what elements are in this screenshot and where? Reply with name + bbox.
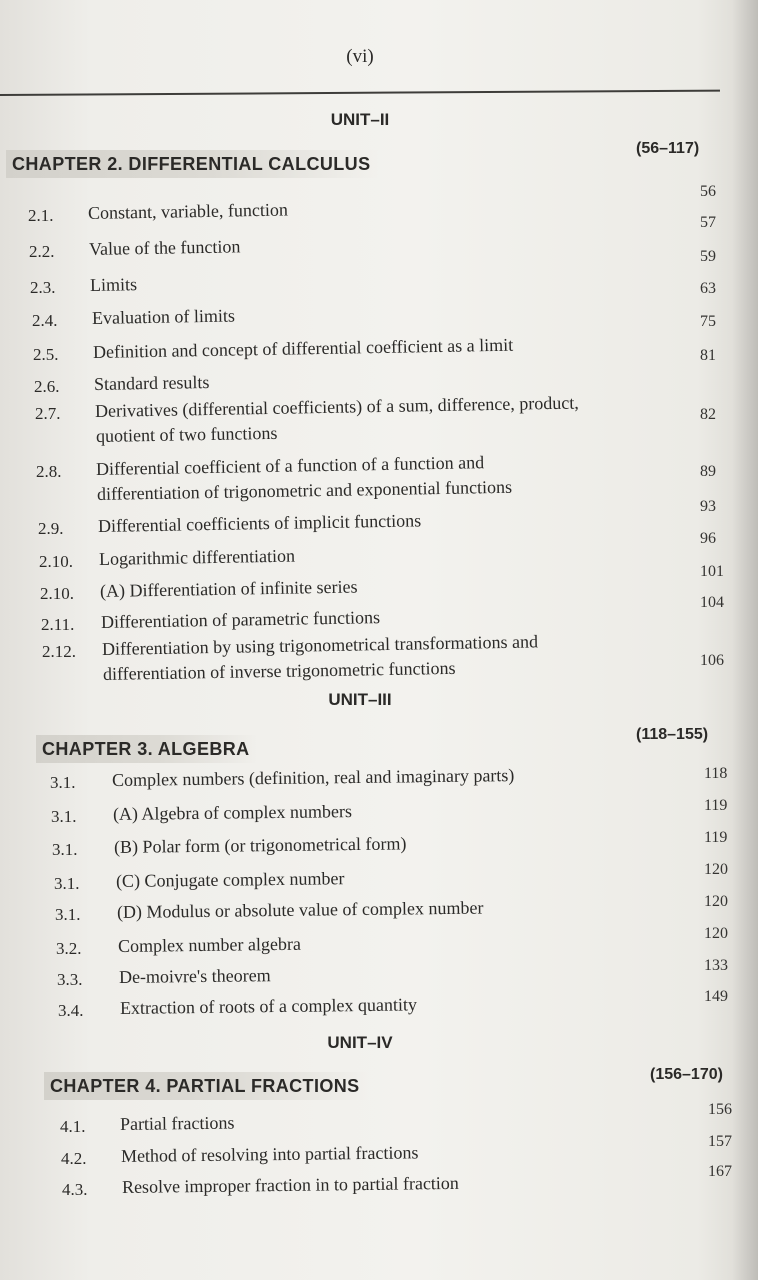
entry-page-number: 57 <box>700 214 716 231</box>
entry-title: (A) Algebra of complex numbers <box>112 801 353 824</box>
entry-page-number: 63 <box>700 280 716 297</box>
entry-page-number: 149 <box>704 988 728 1005</box>
entry-page-number: 167 <box>708 1163 732 1180</box>
entry-page-number: 89 <box>700 463 716 480</box>
entry-page-number: 75 <box>700 313 716 330</box>
entry-page-number: 59 <box>700 248 716 265</box>
entry-title: Limits <box>89 274 138 295</box>
entry-number: 4.1. <box>60 1117 86 1136</box>
entry-title: Differential coefficient of a function of a function and <box>95 452 485 479</box>
entry-page-number: 104 <box>700 594 724 611</box>
chapter-page-range: (118–155) <box>636 726 709 743</box>
entry-title: De-moivre's theorem <box>118 965 271 987</box>
entry-title: Standard results <box>93 371 210 394</box>
entry-title: Method of resolving into partial fractions <box>120 1142 419 1166</box>
entry-page-number: 101 <box>700 563 724 580</box>
page-edge-shadow <box>732 0 758 1280</box>
entry-title: Derivatives (differential coefficients) of a sum, difference, product, <box>94 392 579 421</box>
entry-title: (A) Differentiation of infinite series <box>99 576 358 601</box>
entry-number: 3.3. <box>57 970 83 989</box>
entry-number: 2.11. <box>41 615 75 634</box>
entry-title: (D) Modulus or absolute value of complex number <box>116 897 484 922</box>
entry-page-number: 120 <box>704 925 728 942</box>
entry-title-continued: quotient of two functions <box>95 422 278 446</box>
entry-page-number: 133 <box>704 957 728 974</box>
entry-page-number: 119 <box>704 829 728 846</box>
chapter-heading: CHAPTER 3. ALGEBRA <box>36 735 258 763</box>
entry-title-continued: differentiation of trigonometric and exponential functions <box>96 476 513 504</box>
unit-heading: UNIT–II <box>330 110 390 129</box>
entry-page-number: 81 <box>700 347 716 364</box>
unit-heading: UNIT–IV <box>327 1033 393 1052</box>
entry-page-number: 93 <box>700 498 716 515</box>
entry-number: 2.7. <box>35 404 61 423</box>
entry-number: 2.3. <box>30 278 56 297</box>
entry-title: Complex numbers (definition, real and imaginary parts) <box>111 765 515 790</box>
chapter-heading: CHAPTER 2. DIFFERENTIAL CALCULUS <box>6 150 378 178</box>
entry-number: 3.2. <box>56 939 82 958</box>
entry-title: Evaluation of limits <box>91 305 236 328</box>
header-rule <box>0 90 720 96</box>
entry-title: Definition and concept of differential coefficient as a limit <box>92 334 514 362</box>
entry-page-number: 156 <box>708 1101 732 1118</box>
entry-number: 2.12. <box>42 642 76 661</box>
entry-title: (B) Polar form (or trigonometrical form) <box>113 833 407 857</box>
entry-number: 4.3. <box>62 1180 88 1199</box>
entry-number: 2.6. <box>34 377 60 396</box>
page-number: (vi) <box>346 46 374 67</box>
entry-title: Complex number algebra <box>117 933 302 956</box>
entry-page-number: 120 <box>704 893 728 910</box>
entry-number: 3.1. <box>52 840 78 859</box>
entry-number: 3.1. <box>54 874 80 893</box>
entry-title: Differential coefficients of implicit functions <box>97 510 422 536</box>
entry-page-number: 96 <box>700 530 716 547</box>
entry-number: 2.10. <box>39 552 73 571</box>
entry-title: Resolve improper fraction in to partial fraction <box>121 1172 459 1197</box>
entry-number: 2.2. <box>29 242 55 261</box>
entry-page-number: 120 <box>704 861 728 878</box>
entry-title: Extraction of roots of a complex quantity <box>119 994 418 1018</box>
entry-page-number: 82 <box>700 406 716 423</box>
entry-title: Partial fractions <box>119 1112 235 1134</box>
entry-number: 3.1. <box>51 807 77 826</box>
entry-number: 2.9. <box>38 519 64 538</box>
unit-heading: UNIT–III <box>328 690 392 709</box>
entry-number: 2.8. <box>36 462 62 481</box>
entry-number: 2.5. <box>33 345 59 364</box>
entry-number: 3.1. <box>50 773 76 792</box>
entry-page-number: 118 <box>704 765 728 782</box>
entry-title: Constant, variable, function <box>87 199 289 223</box>
chapter-page-range: (56–117) <box>636 140 700 157</box>
entry-title-continued: differentiation of inverse trigonometric functions <box>102 657 456 684</box>
entry-number: 3.1. <box>55 905 81 924</box>
entry-title: Value of the function <box>88 236 241 259</box>
chapter-heading: CHAPTER 4. PARTIAL FRACTIONS <box>44 1072 368 1100</box>
entry-number: 2.4. <box>32 311 58 330</box>
entry-title: Differentiation of parametric functions <box>100 607 381 632</box>
entry-title: Logarithmic differentiation <box>98 545 296 569</box>
entry-page-number: 119 <box>704 797 728 814</box>
entry-number: 4.2. <box>61 1149 87 1168</box>
entry-title: Differentiation by using trigonometrical transformations and <box>101 631 539 659</box>
chapter-page-range: (156–170) <box>650 1066 723 1083</box>
entry-number: 3.4. <box>58 1001 84 1020</box>
entry-page-number: 56 <box>700 183 716 200</box>
entry-number: 2.1. <box>28 206 54 225</box>
entry-page-number: 106 <box>700 652 724 669</box>
entry-title: (C) Conjugate complex number <box>115 868 345 891</box>
entry-page-number: 157 <box>708 1133 732 1150</box>
entry-number: 2.10. <box>40 584 74 603</box>
